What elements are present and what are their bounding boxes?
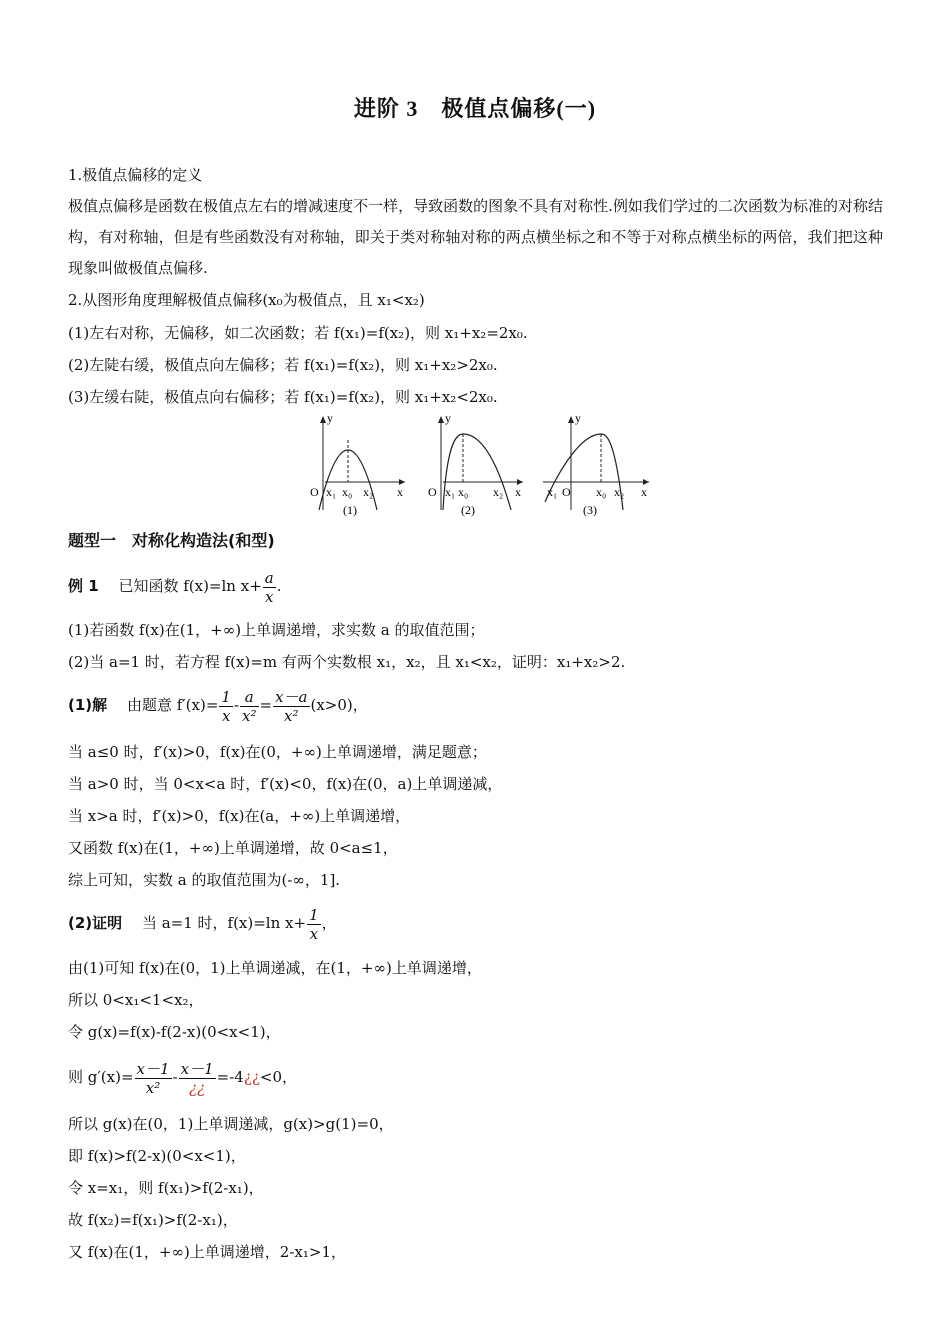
denominator: x bbox=[265, 587, 274, 606]
origin-label: O bbox=[428, 485, 437, 499]
case-left-shift: (2)左陡右缓，极值点向左偏移；若 f(x₁)=f(x₂)，则 x₁+x₂>2x₀. bbox=[68, 356, 498, 374]
solution-2-label: (2)证明 bbox=[68, 914, 123, 932]
fraction-broken bbox=[179, 1060, 216, 1097]
solution-1-line-2: 当 a>0 时，当 0<x<a 时，f′(x)<0，f(x)在(0，a)上单调递减， bbox=[68, 775, 503, 793]
equals-sign: = bbox=[259, 696, 273, 714]
figure-2-left-shift bbox=[423, 410, 533, 520]
broken-glyphs: ¿¿ bbox=[243, 1068, 260, 1086]
numerator: x－1 bbox=[136, 1059, 170, 1078]
graph-heading: 2.从图形角度理解极值点偏移(x₀为极值点，且 x₁<x₂) bbox=[68, 291, 425, 309]
numerator: x－1 bbox=[180, 1059, 214, 1078]
denominator: x² bbox=[242, 706, 257, 725]
denominator: x² bbox=[284, 706, 299, 725]
question-2: (2)当 a=1 时，若方程 f(x)=m 有两个实数根 x₁，x₂，且 x₁<x₂，证明：x₁+x₂>2. bbox=[68, 653, 626, 671]
denominator: x bbox=[221, 706, 231, 725]
definition-heading: 1.极值点偏移的定义 bbox=[68, 166, 203, 184]
example-stem-suffix: . bbox=[276, 577, 282, 595]
solution-1-line-3: 当 x>a 时，f′(x)>0，f(x)在(a，+∞)上单调递增， bbox=[68, 807, 411, 825]
fraction-x-minus-1-over-x2 bbox=[135, 1060, 172, 1097]
solution-2-line-4: 所以 g(x)在(0，1)上单调递减，g(x)>g(1)=0， bbox=[68, 1115, 394, 1133]
g-derivative bbox=[68, 1055, 297, 1099]
question-1: (1)若函数 f(x)在(1，+∞)上单调递增，求实数 a 的取值范围； bbox=[68, 621, 485, 639]
solution-2-line-5: 即 f(x)>f(2-x)(0<x<1)， bbox=[68, 1147, 246, 1165]
case-right-shift: (3)左缓右陡，极值点向右偏移；若 f(x₁)=f(x₂)，则 x₁+x₂<2x₀. bbox=[68, 388, 498, 406]
example-stem-prefix: 已知函数 f(x)=ln x+ bbox=[118, 577, 262, 595]
derivative-domain: (x>0)， bbox=[310, 696, 368, 714]
shift-figures bbox=[305, 410, 655, 520]
x0-label: x₀ bbox=[596, 485, 607, 499]
page-title: 进阶 3 极值点偏移(一) bbox=[353, 96, 597, 121]
y-arrow-icon bbox=[320, 416, 326, 423]
minus-sign: - bbox=[233, 696, 240, 714]
example-label: 例 1 bbox=[68, 577, 99, 595]
definition-text: 极值点偏移是函数在极值点左右的增减速度不一样，导致函数的图象不具有对称性.例如我们学过的二次函数为标准的对称结构，有对称轴，但是有些函数没有对称轴，即关于类对称轴对称的两点横坐标之和不等于对称点横坐标的两倍，我们把这种现象叫做极值点偏移. bbox=[68, 197, 883, 277]
x2-label: x₂ bbox=[363, 485, 374, 499]
x2-label: x₂ bbox=[614, 485, 625, 499]
y-arrow-icon bbox=[438, 416, 444, 423]
function-definition: 当 a=1 时，f(x)=ln x+ bbox=[141, 914, 307, 932]
denominator: ¿¿ bbox=[189, 1078, 206, 1097]
solution-2-line-8: 又 f(x)在(1，+∞)上单调递增，2-x₁>1， bbox=[68, 1243, 346, 1261]
solution-1-line-4: 又函数 f(x)在(1，+∞)上单调递增，故 0<a≤1， bbox=[68, 839, 398, 857]
type-heading: 题型一 对称化构造法(和型) bbox=[68, 531, 275, 550]
solution-1-line-1: 当 a≤0 时，f′(x)>0，f(x)在(0，+∞)上单调递增，满足题意； bbox=[68, 743, 487, 761]
comma: ， bbox=[321, 914, 337, 932]
numerator: 1 bbox=[309, 905, 319, 924]
figure-caption: (2) bbox=[461, 503, 475, 517]
fraction-x-minus-a-over-x2 bbox=[273, 688, 309, 725]
x2-label: x₂ bbox=[493, 485, 504, 499]
fraction-1-over-x bbox=[219, 688, 233, 725]
x-label: x bbox=[397, 485, 403, 499]
solution-2-line-3: 令 g(x)=f(x)-f(2-x)(0<x<1)， bbox=[68, 1023, 281, 1041]
solution-1-derivative bbox=[68, 683, 368, 727]
case-symmetric: (1)左右对称，无偏移，如二次函数；若 f(x₁)=f(x₂)，则 x₁+x₂=2x₀. bbox=[68, 324, 528, 342]
origin-label: O bbox=[310, 485, 319, 499]
numerator: 1 bbox=[221, 687, 231, 706]
fraction-a-over-x2 bbox=[240, 688, 258, 725]
figure-1-symmetric bbox=[305, 410, 415, 520]
example-stem bbox=[68, 568, 282, 606]
y-label: y bbox=[445, 411, 451, 425]
figure-caption: (1) bbox=[343, 503, 357, 517]
solution-2-intro bbox=[68, 903, 337, 943]
x0-label: x₀ bbox=[342, 485, 353, 499]
g-sign: <0， bbox=[259, 1068, 298, 1086]
x1-label: x₁ bbox=[547, 485, 558, 499]
solution-2-line-1: 由(1)可知 f(x)在(0，1)上单调递减，在(1，+∞)上单调递增， bbox=[68, 959, 482, 977]
numerator: a bbox=[264, 568, 274, 587]
x-label: x bbox=[515, 485, 521, 499]
y-arrow-icon bbox=[568, 416, 574, 423]
x1-label: x₁ bbox=[326, 485, 337, 499]
figure-caption: (3) bbox=[583, 503, 597, 517]
y-label: y bbox=[575, 411, 581, 425]
numerator: x－a bbox=[275, 687, 308, 706]
solution-2-line-2: 所以 0<x₁<1<x₂， bbox=[68, 991, 204, 1009]
g-prefix: 则 g′(x)= bbox=[68, 1068, 134, 1086]
x0-label: x₀ bbox=[458, 485, 469, 499]
minus-sign: - bbox=[172, 1068, 178, 1086]
figure-3-right-shift bbox=[541, 410, 656, 520]
solution-2-line-7: 故 f(x₂)=f(x₁)>f(2-x₁)， bbox=[68, 1211, 238, 1229]
solution-1-line-5: 综上可知，实数 a 的取值范围为(-∞，1]. bbox=[68, 871, 341, 889]
g-result: =-4 bbox=[216, 1068, 244, 1086]
denominator: x² bbox=[145, 1078, 161, 1097]
numerator: a bbox=[240, 688, 258, 707]
solution-2-line-6: 令 x=x₁，则 f(x₁)>f(2-x₁)， bbox=[68, 1179, 264, 1197]
x1-label: x₁ bbox=[445, 485, 456, 499]
x-label: x bbox=[641, 485, 647, 499]
solution-1-label: (1)解 bbox=[68, 696, 108, 714]
denominator: x bbox=[309, 924, 319, 943]
derivative-intro: 由题意 f′(x)= bbox=[126, 696, 219, 714]
fraction-1-over-x bbox=[307, 906, 321, 943]
origin-label: O bbox=[562, 485, 571, 499]
y-label: y bbox=[327, 411, 333, 425]
fraction-a-over-x bbox=[263, 569, 276, 606]
